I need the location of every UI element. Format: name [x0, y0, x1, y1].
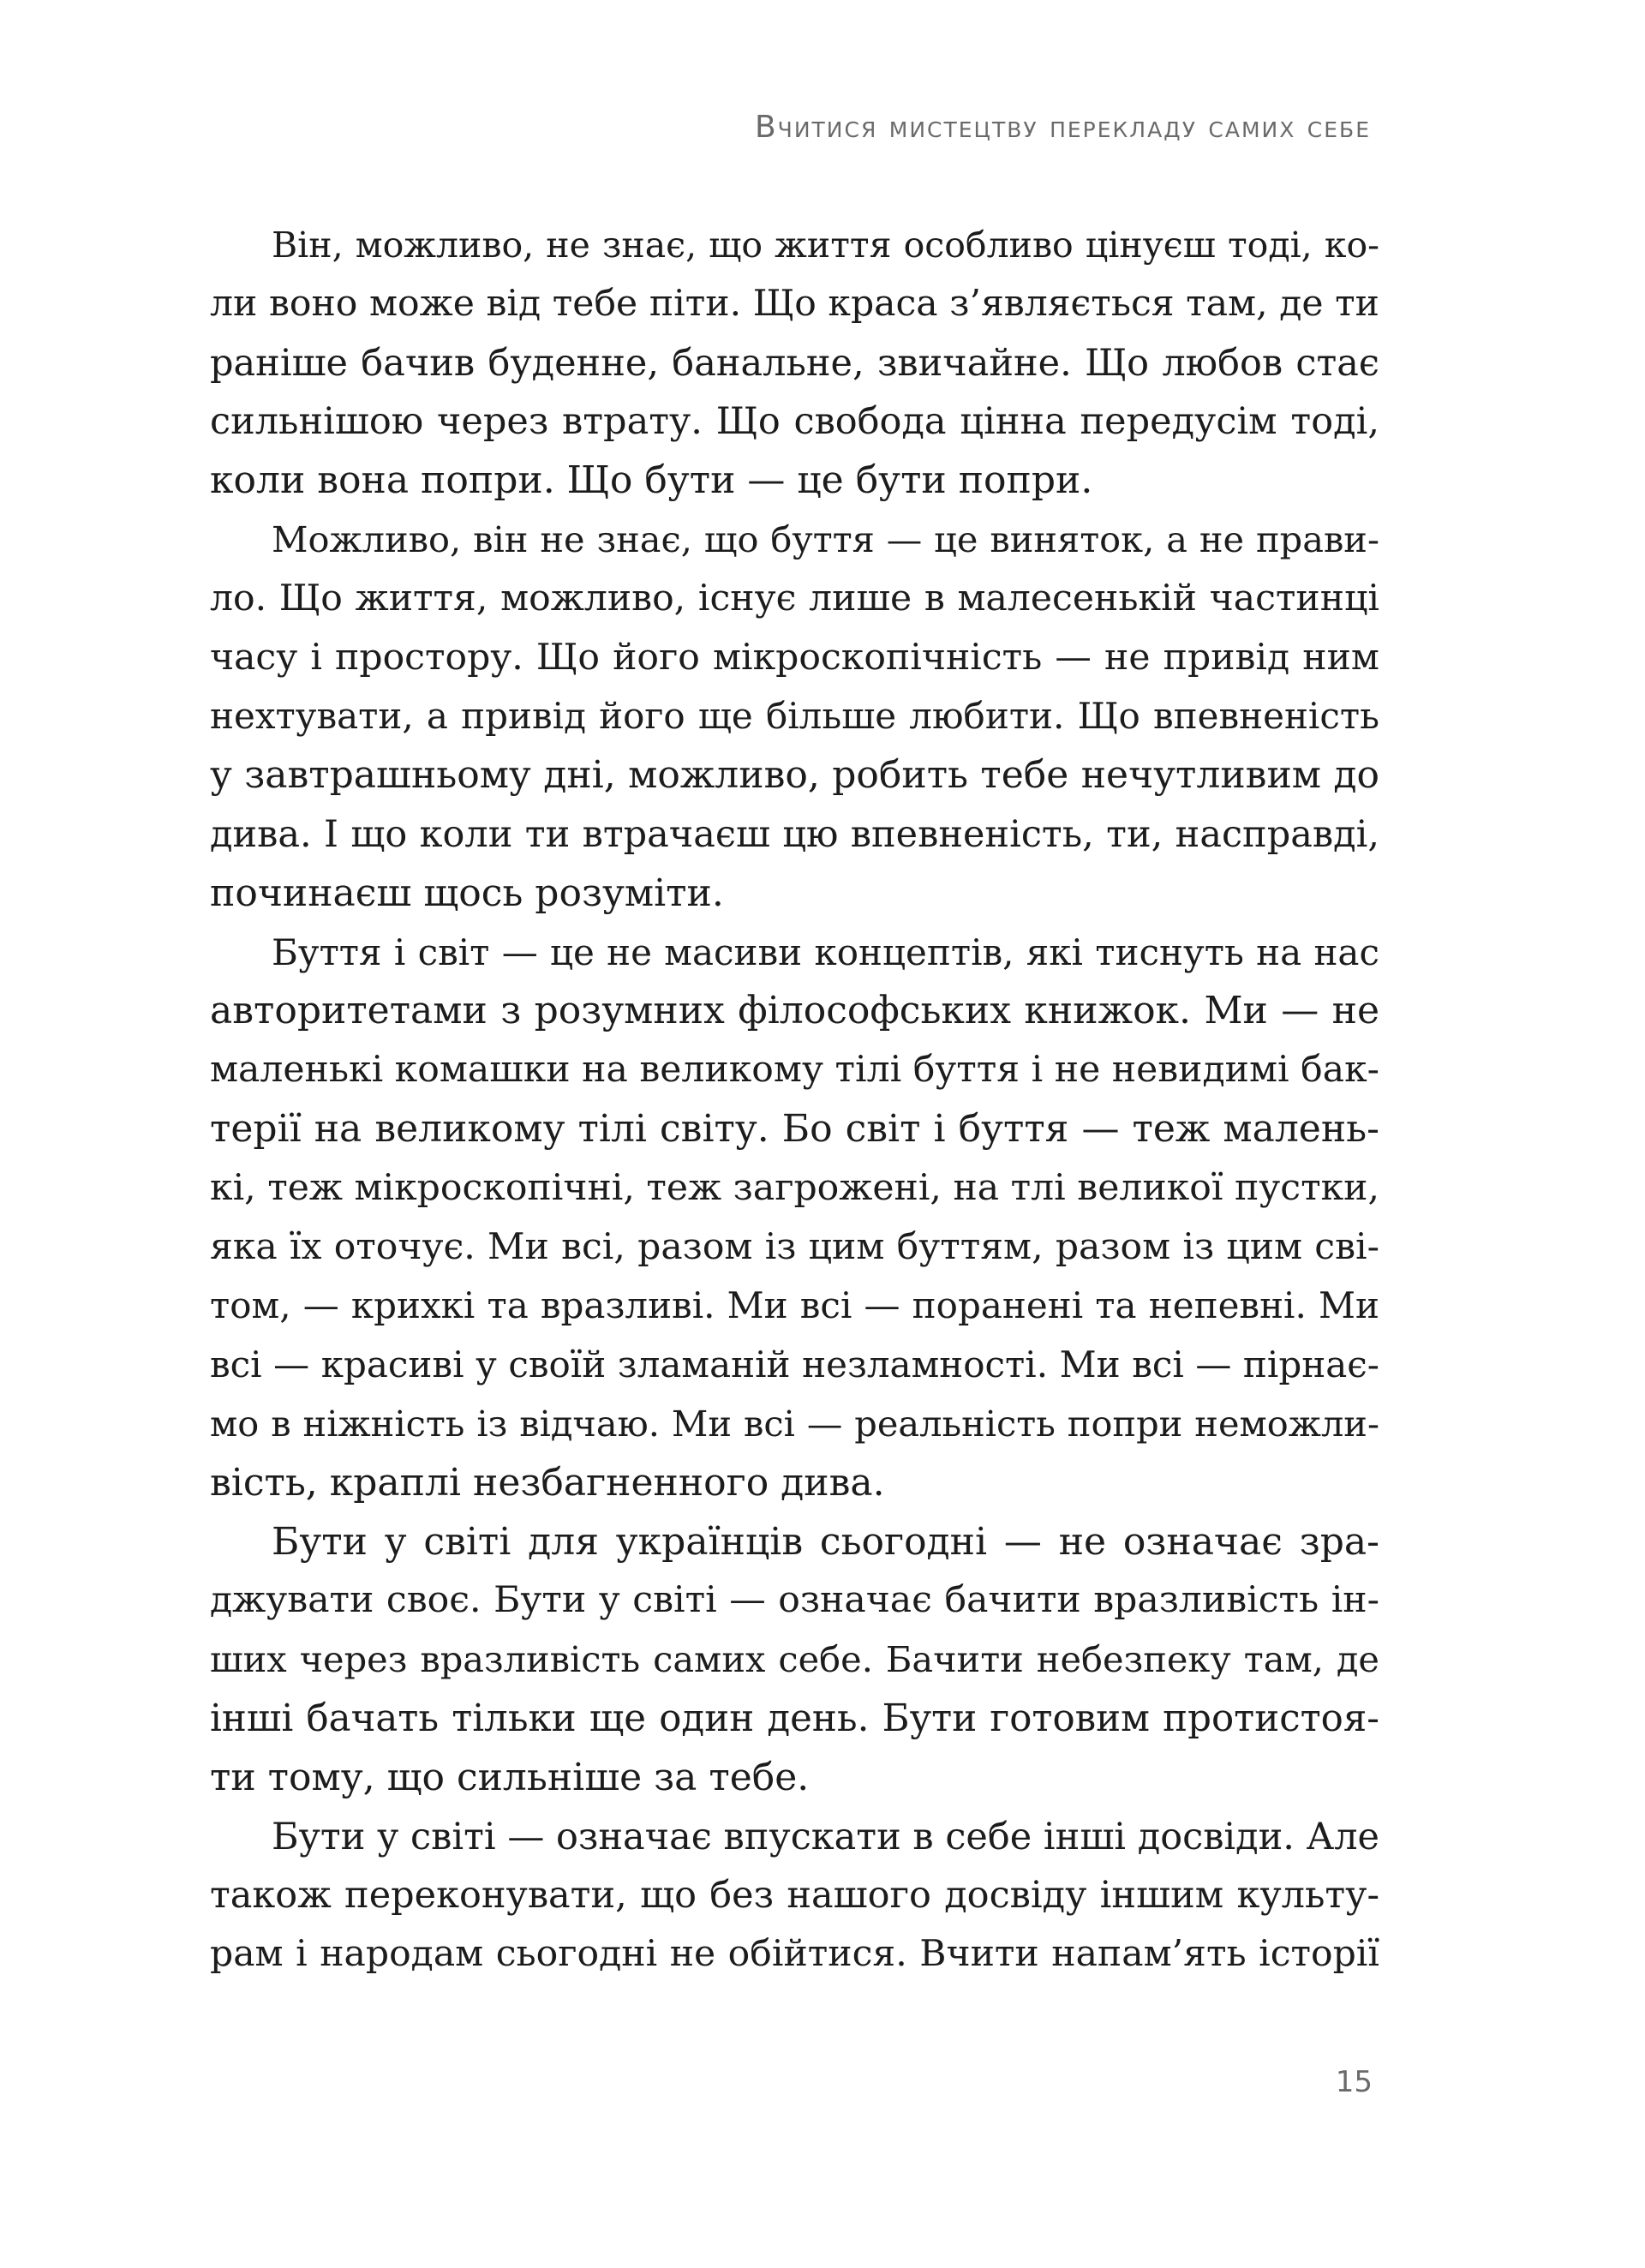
text-line: починаєш щось розуміти.: [210, 871, 724, 915]
text-line: коли вона попри. Що бути — це бути попри.: [210, 458, 1093, 503]
text-line: ти тому, що сильніше за тебе.: [210, 1755, 810, 1799]
text-line: інші бачать тільки ще один день. Бути готовим протистоя-: [210, 1697, 1379, 1740]
text-line: мо в ніжність із відчаю. Ми всі — реальність попри неможли-: [210, 1402, 1379, 1445]
text-line: Бути у світі — означає впускати в себе інші досвіди. Але: [272, 1815, 1379, 1858]
paragraph: [210, 216, 1379, 511]
text-line: Буття і світ — це не масиви концептів, які тиснуть на нас: [272, 931, 1379, 973]
text-line: сильнішою через втрату. Що свобода цінна передусім тоді,: [210, 400, 1379, 444]
text-line: ло. Що життя, можливо, існує лише в малесенькій частинці: [210, 577, 1379, 619]
text-line: ли воно може від тебе піти. Що краса з’являється там, де ти: [210, 282, 1379, 325]
text-line: маленькі комашки на великому тілі буття і не невидимі бак-: [210, 1049, 1379, 1092]
paragraph: [210, 1513, 1379, 1808]
running-header: Вчитися мистецтву перекладу самих себе: [754, 110, 1371, 145]
text-line: Він, можливо, не знає, що життя особливо цінуєш тоді, ко-: [272, 224, 1379, 266]
text-line: часу і простору. Що його мікроскопічність — не привід ним: [210, 636, 1379, 679]
text-line: том, — крихкі та вразливі. Ми всі — поранені та непевні. Ми: [210, 1284, 1379, 1327]
paragraph: [210, 511, 1379, 924]
paragraph: [210, 924, 1379, 1513]
page-number: 15: [1335, 2065, 1373, 2099]
text-line: ших через вразливість самих себе. Бачити небезпеку там, де: [210, 1638, 1379, 1681]
text-line: рам і народам сьогодні не обійтися. Вчити напам’ять історії: [210, 1933, 1379, 1976]
paragraph: [210, 1808, 1379, 1984]
text-line: дива. І що коли ти втрачаєш цю впевненість, ти, насправді,: [210, 812, 1379, 856]
text-line: у завтрашньому дні, можливо, робить тебе нечутливим до: [210, 753, 1379, 798]
text-line: кі, теж мікроскопічні, теж загрожені, на тлі великої пустки,: [210, 1166, 1379, 1209]
text-line: нехтувати, а привід його ще більше любити. Що впевненість: [210, 695, 1379, 738]
text-line: терії на великому тілі світу. Бо світ і буття — теж малень-: [210, 1106, 1379, 1151]
body-text: [210, 216, 1379, 1984]
text-line: вість, краплі незбагненного дива.: [210, 1460, 885, 1505]
text-line: Бути у світі для українців сьогодні — не означає зра-: [272, 1519, 1379, 1564]
text-line: джувати своє. Бути у світі — означає бачити вразливість ін-: [210, 1579, 1379, 1622]
text-line: авторитетами з розумних філософських книжок. Ми — не: [210, 989, 1379, 1033]
text-line: всі — красиві у своїй зламаній незламності. Ми всі — пірнає-: [210, 1343, 1379, 1386]
text-line: раніше бачив буденне, банальне, звичайне. Що любов стає: [210, 341, 1379, 385]
text-line: Можливо, він не знає, що буття — це виняток, а не прави-: [272, 518, 1379, 560]
text-line: яка їх оточує. Ми всі, разом із цим буттям, разом із цим сві-: [210, 1225, 1379, 1268]
text-line: також переконувати, що без нашого досвіду іншим культу-: [210, 1874, 1379, 1918]
